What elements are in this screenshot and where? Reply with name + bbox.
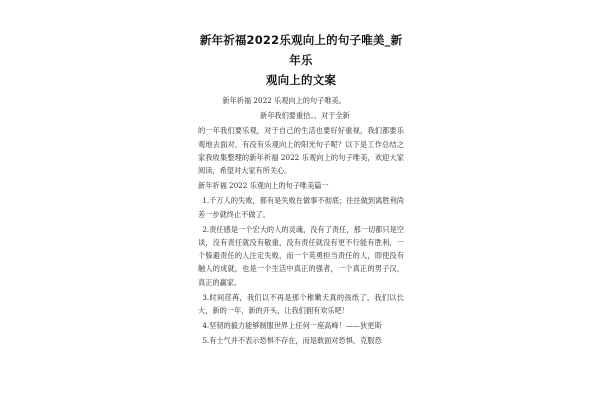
greeting-line: 新年我们要重拾。。对于全新: [260, 111, 350, 121]
section-heading: 新年祈福 2022 乐观向上的句子唯美篇一: [198, 181, 329, 191]
list-item-1: 1.千万人的失败，都有是失败在做事不彻底；往往做到离胜利尚差一步就终止不做了。: [198, 196, 404, 219]
document-page: [198, 30, 404, 400]
title-line-2: 观向上的文案: [265, 73, 337, 87]
list-item-4: 4.坚韧的毅力能够制服世界上任何一座高峰！——狄更斯: [202, 321, 382, 331]
list-item-3: 3.时间荏苒，我们以不再是那个稚嫩天真的孩纸了，我们以长大，新的一年，新的开头，让我们拥有欢乐吧！: [198, 292, 404, 316]
document-title: [198, 30, 404, 90]
list-item-2: 2.责任感是一个宏大的人的灵魂，没有了责任，那一切都只是空谈，没有责任就没有敬重，没有责任就没有更不行能有胜利，一个躲避责任的人注定失败，而一个英勇担当责任的人，即使没有触人的成就，也是一个生活中真正的强者，一个真正的男子汉，真正的赢家。: [198, 224, 404, 287]
intro-paragraph: 的一年我们要乐观，对于自己的生活也要好好重视，我们都要乐观地去面对。有没有乐观向上的阳光句子呢？以下是工作总结之家我收集整理的新年祈福 2022 乐观向上的句子唯美，欢迎大家阅读，希望对大家有所关心。: [198, 126, 404, 176]
subtitle-line: 新年祈福 2022 乐观向上的句子唯美。: [222, 96, 346, 105]
list-item-5: 5.有士气并不表示恐惧不存在，而是敢面对恐惧、克服恐: [202, 336, 382, 346]
title-line-1: 新年祈福2022乐观向上的句子唯美_新年乐: [199, 33, 403, 67]
